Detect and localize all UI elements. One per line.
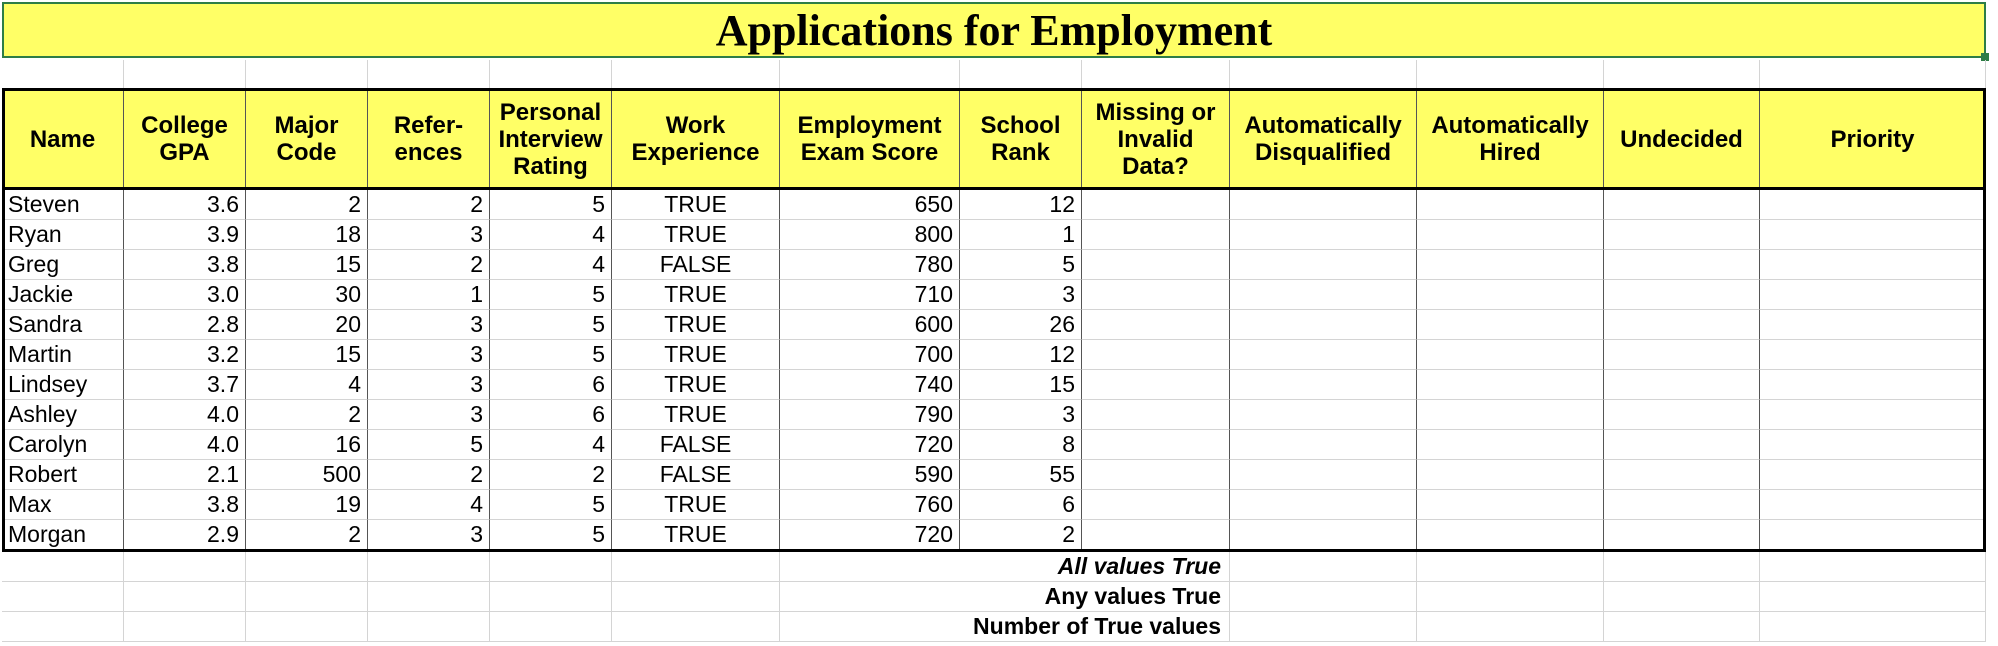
- empty-cell[interactable]: [368, 612, 490, 642]
- table-cell[interactable]: 6: [490, 400, 612, 430]
- empty-cell[interactable]: [1760, 582, 1986, 612]
- table-cell[interactable]: 30: [246, 280, 368, 310]
- table-cell[interactable]: 790: [780, 400, 960, 430]
- table-cell[interactable]: 590: [780, 460, 960, 490]
- table-cell[interactable]: 12: [960, 190, 1082, 220]
- table-cell[interactable]: 760: [780, 490, 960, 520]
- empty-cell[interactable]: [1082, 490, 1230, 520]
- table-cell[interactable]: 5: [490, 490, 612, 520]
- table-cell[interactable]: 800: [780, 220, 960, 250]
- empty-cell[interactable]: [1417, 430, 1604, 460]
- table-cell[interactable]: 6: [960, 490, 1082, 520]
- table-cell[interactable]: 3.0: [124, 280, 246, 310]
- table-cell[interactable]: TRUE: [612, 490, 780, 520]
- table-cell[interactable]: 3: [368, 370, 490, 400]
- header-auto-hired[interactable]: Automatically Hired: [1417, 90, 1604, 188]
- empty-cell[interactable]: [368, 552, 490, 582]
- empty-cell[interactable]: [1604, 400, 1760, 430]
- header-interview-rating[interactable]: Personal Interview Rating: [490, 90, 612, 188]
- empty-cell[interactable]: [1417, 460, 1604, 490]
- table-cell[interactable]: 3.9: [124, 220, 246, 250]
- empty-cell[interactable]: [612, 612, 780, 642]
- empty-cell[interactable]: [246, 612, 368, 642]
- table-cell[interactable]: FALSE: [612, 430, 780, 460]
- empty-cell[interactable]: [1417, 280, 1604, 310]
- empty-cell[interactable]: [1417, 520, 1604, 550]
- table-cell[interactable]: 4: [490, 430, 612, 460]
- empty-cell[interactable]: [1082, 190, 1230, 220]
- table-cell[interactable]: Robert: [2, 460, 124, 490]
- table-cell[interactable]: 19: [246, 490, 368, 520]
- empty-cell[interactable]: [1604, 60, 1760, 90]
- empty-cell[interactable]: [960, 60, 1082, 90]
- table-cell[interactable]: 2: [368, 190, 490, 220]
- empty-cell[interactable]: [612, 552, 780, 582]
- empty-cell[interactable]: [2, 582, 124, 612]
- table-cell[interactable]: 600: [780, 310, 960, 340]
- table-cell[interactable]: 5: [490, 310, 612, 340]
- table-cell[interactable]: 4: [368, 490, 490, 520]
- table-cell[interactable]: 2.1: [124, 460, 246, 490]
- table-cell[interactable]: Greg: [2, 250, 124, 280]
- empty-cell[interactable]: [1760, 460, 1986, 490]
- empty-cell[interactable]: [1230, 370, 1417, 400]
- empty-cell[interactable]: [1604, 520, 1760, 550]
- table-cell[interactable]: 5: [368, 430, 490, 460]
- header-work-experience[interactable]: Work Experience: [612, 90, 780, 188]
- empty-cell[interactable]: [1604, 220, 1760, 250]
- table-cell[interactable]: TRUE: [612, 400, 780, 430]
- table-cell[interactable]: Ashley: [2, 400, 124, 430]
- empty-cell[interactable]: [1417, 340, 1604, 370]
- empty-cell[interactable]: [246, 582, 368, 612]
- empty-cell[interactable]: [1760, 520, 1986, 550]
- empty-cell[interactable]: [612, 60, 780, 90]
- table-cell[interactable]: 780: [780, 250, 960, 280]
- empty-cell[interactable]: [490, 612, 612, 642]
- empty-cell[interactable]: [124, 552, 246, 582]
- empty-cell[interactable]: [2, 60, 124, 90]
- table-cell[interactable]: 5: [960, 250, 1082, 280]
- table-cell[interactable]: TRUE: [612, 280, 780, 310]
- summary-label: Any values True: [780, 582, 1230, 612]
- empty-cell[interactable]: [1082, 220, 1230, 250]
- empty-cell[interactable]: [1417, 250, 1604, 280]
- empty-cell[interactable]: [1604, 250, 1760, 280]
- header-auto-disqualified[interactable]: Automatically Disqualified: [1230, 90, 1417, 188]
- sheet-title: Applications for Employment: [715, 5, 1273, 55]
- empty-cell[interactable]: [1230, 250, 1417, 280]
- empty-cell[interactable]: [1417, 490, 1604, 520]
- table-cell[interactable]: TRUE: [612, 520, 780, 550]
- empty-cell[interactable]: [1230, 310, 1417, 340]
- table-cell[interactable]: 710: [780, 280, 960, 310]
- table-cell[interactable]: 4: [246, 370, 368, 400]
- empty-cell[interactable]: [1082, 250, 1230, 280]
- empty-cell[interactable]: [1760, 190, 1986, 220]
- empty-cell[interactable]: [1082, 60, 1230, 90]
- empty-cell[interactable]: [1417, 60, 1604, 90]
- table-cell[interactable]: 2: [246, 190, 368, 220]
- empty-cell[interactable]: [1230, 340, 1417, 370]
- table-cell[interactable]: 3: [368, 310, 490, 340]
- empty-cell[interactable]: [1082, 520, 1230, 550]
- table-cell[interactable]: 55: [960, 460, 1082, 490]
- empty-cell[interactable]: [1230, 190, 1417, 220]
- table-cell[interactable]: Steven: [2, 190, 124, 220]
- empty-cell[interactable]: [1082, 310, 1230, 340]
- table-cell[interactable]: 8: [960, 430, 1082, 460]
- table-cell[interactable]: Martin: [2, 340, 124, 370]
- empty-cell[interactable]: [1760, 250, 1986, 280]
- header-references[interactable]: Refer-ences: [368, 90, 490, 188]
- table-cell[interactable]: 2.9: [124, 520, 246, 550]
- table-cell[interactable]: 3: [960, 280, 1082, 310]
- table-cell[interactable]: 18: [246, 220, 368, 250]
- table-cell[interactable]: 3.7: [124, 370, 246, 400]
- empty-cell[interactable]: [368, 60, 490, 90]
- empty-cell[interactable]: [1082, 460, 1230, 490]
- empty-cell[interactable]: [1230, 220, 1417, 250]
- table-cell[interactable]: 16: [246, 430, 368, 460]
- table-cell[interactable]: 26: [960, 310, 1082, 340]
- table-cell[interactable]: 2: [490, 460, 612, 490]
- header-name[interactable]: Name: [2, 90, 124, 188]
- table-cell[interactable]: Ryan: [2, 220, 124, 250]
- table-cell[interactable]: 3: [368, 520, 490, 550]
- table-cell[interactable]: FALSE: [612, 460, 780, 490]
- empty-cell[interactable]: [1417, 582, 1604, 612]
- empty-cell[interactable]: [1604, 190, 1760, 220]
- header-priority[interactable]: Priority: [1760, 90, 1986, 188]
- header-school-rank[interactable]: School Rank: [960, 90, 1082, 188]
- table-cell[interactable]: 3.6: [124, 190, 246, 220]
- table-cell[interactable]: 4.0: [124, 430, 246, 460]
- table-cell[interactable]: Carolyn: [2, 430, 124, 460]
- empty-cell[interactable]: [1230, 612, 1417, 642]
- empty-cell[interactable]: [246, 552, 368, 582]
- empty-cell[interactable]: [1760, 280, 1986, 310]
- empty-cell[interactable]: [1760, 220, 1986, 250]
- empty-cell[interactable]: [1230, 552, 1417, 582]
- table-cell[interactable]: FALSE: [612, 250, 780, 280]
- table-cell[interactable]: TRUE: [612, 340, 780, 370]
- table-cell[interactable]: 15: [960, 370, 1082, 400]
- table-cell[interactable]: 3: [960, 400, 1082, 430]
- table-cell[interactable]: 2: [246, 400, 368, 430]
- table-cell[interactable]: 4.0: [124, 400, 246, 430]
- table-cell[interactable]: TRUE: [612, 370, 780, 400]
- empty-cell[interactable]: [1230, 490, 1417, 520]
- empty-cell[interactable]: [1604, 370, 1760, 400]
- table-cell[interactable]: 15: [246, 340, 368, 370]
- table-cell[interactable]: 2: [368, 460, 490, 490]
- table-cell[interactable]: 3.2: [124, 340, 246, 370]
- table-cell[interactable]: 3: [368, 340, 490, 370]
- table-cell[interactable]: Sandra: [2, 310, 124, 340]
- empty-cell[interactable]: [1417, 612, 1604, 642]
- header-missing-invalid[interactable]: Missing or Invalid Data?: [1082, 90, 1230, 188]
- empty-cell[interactable]: [490, 60, 612, 90]
- table-border-left: [2, 88, 5, 550]
- empty-cell[interactable]: [1082, 400, 1230, 430]
- table-cell[interactable]: 700: [780, 340, 960, 370]
- empty-cell[interactable]: [1230, 430, 1417, 460]
- table-cell[interactable]: 5: [490, 280, 612, 310]
- table-cell[interactable]: 650: [780, 190, 960, 220]
- table-cell[interactable]: 500: [246, 460, 368, 490]
- table-cell[interactable]: 740: [780, 370, 960, 400]
- table-cell[interactable]: TRUE: [612, 310, 780, 340]
- table-cell[interactable]: 720: [780, 520, 960, 550]
- table-cell[interactable]: 4: [490, 250, 612, 280]
- table-cell[interactable]: 5: [490, 190, 612, 220]
- empty-cell[interactable]: [1760, 430, 1986, 460]
- table-cell[interactable]: 1: [960, 220, 1082, 250]
- empty-cell[interactable]: [490, 582, 612, 612]
- table-cell[interactable]: Morgan: [2, 520, 124, 550]
- table-cell[interactable]: 3.8: [124, 250, 246, 280]
- empty-cell[interactable]: [1760, 490, 1986, 520]
- empty-cell[interactable]: [1604, 280, 1760, 310]
- table-cell[interactable]: 2.8: [124, 310, 246, 340]
- empty-cell[interactable]: [1604, 552, 1760, 582]
- table-cell[interactable]: 3.8: [124, 490, 246, 520]
- empty-cell[interactable]: [1760, 60, 1986, 90]
- empty-cell[interactable]: [1604, 310, 1760, 340]
- header-major-code[interactable]: Major Code: [246, 90, 368, 188]
- empty-cell[interactable]: [124, 60, 246, 90]
- table-cell[interactable]: TRUE: [612, 190, 780, 220]
- empty-cell[interactable]: [1760, 552, 1986, 582]
- empty-cell[interactable]: [1604, 430, 1760, 460]
- empty-cell[interactable]: [1417, 400, 1604, 430]
- empty-cell[interactable]: [1230, 400, 1417, 430]
- empty-cell[interactable]: [490, 552, 612, 582]
- table-cell[interactable]: 720: [780, 430, 960, 460]
- table-cell[interactable]: TRUE: [612, 220, 780, 250]
- empty-cell[interactable]: [1604, 490, 1760, 520]
- empty-cell[interactable]: [1082, 280, 1230, 310]
- empty-cell[interactable]: [1417, 310, 1604, 340]
- empty-cell[interactable]: [1604, 612, 1760, 642]
- empty-cell[interactable]: [368, 582, 490, 612]
- table-cell[interactable]: 3: [368, 400, 490, 430]
- empty-cell[interactable]: [612, 582, 780, 612]
- table-cell[interactable]: 2: [368, 250, 490, 280]
- table-cell[interactable]: 2: [246, 520, 368, 550]
- empty-cell[interactable]: [1760, 612, 1986, 642]
- table-cell[interactable]: Jackie: [2, 280, 124, 310]
- empty-cell[interactable]: [1230, 520, 1417, 550]
- header-college-gpa[interactable]: College GPA: [124, 90, 246, 188]
- table-cell[interactable]: 5: [490, 340, 612, 370]
- empty-cell[interactable]: [1760, 400, 1986, 430]
- empty-cell[interactable]: [124, 582, 246, 612]
- table-cell[interactable]: 3: [368, 220, 490, 250]
- empty-cell[interactable]: [1230, 60, 1417, 90]
- empty-cell[interactable]: [1760, 340, 1986, 370]
- empty-cell[interactable]: [780, 60, 960, 90]
- empty-cell[interactable]: [2, 552, 124, 582]
- table-border-right: [1983, 88, 1986, 550]
- empty-cell[interactable]: [1604, 582, 1760, 612]
- empty-cell[interactable]: [1417, 552, 1604, 582]
- summary-label: All values True: [780, 552, 1230, 582]
- empty-cell[interactable]: [1604, 340, 1760, 370]
- empty-cell[interactable]: [1417, 370, 1604, 400]
- summary-label: Number of True values: [780, 612, 1230, 642]
- empty-cell[interactable]: [1760, 370, 1986, 400]
- empty-cell[interactable]: [1230, 280, 1417, 310]
- empty-cell[interactable]: [1230, 582, 1417, 612]
- empty-cell[interactable]: [1417, 190, 1604, 220]
- table-cell[interactable]: 20: [246, 310, 368, 340]
- empty-cell[interactable]: [124, 612, 246, 642]
- header-exam-score[interactable]: Employment Exam Score: [780, 90, 960, 188]
- table-cell[interactable]: Max: [2, 490, 124, 520]
- table-cell[interactable]: 4: [490, 220, 612, 250]
- empty-cell[interactable]: [1082, 430, 1230, 460]
- table-cell[interactable]: 6: [490, 370, 612, 400]
- table-cell[interactable]: 5: [490, 520, 612, 550]
- table-cell[interactable]: 12: [960, 340, 1082, 370]
- table-border-top: [2, 88, 1986, 91]
- empty-cell[interactable]: [1417, 220, 1604, 250]
- header-border-bottom: [2, 187, 1986, 190]
- empty-cell[interactable]: [2, 612, 124, 642]
- table-cell[interactable]: 2: [960, 520, 1082, 550]
- empty-cell[interactable]: [1604, 460, 1760, 490]
- table-cell[interactable]: Lindsey: [2, 370, 124, 400]
- table-cell[interactable]: 15: [246, 250, 368, 280]
- header-undecided[interactable]: Undecided: [1604, 90, 1760, 188]
- title-cell[interactable]: [2, 2, 1986, 58]
- empty-cell[interactable]: [1760, 310, 1986, 340]
- empty-cell[interactable]: [1230, 460, 1417, 490]
- empty-cell[interactable]: [1082, 340, 1230, 370]
- empty-cell[interactable]: [246, 60, 368, 90]
- empty-cell[interactable]: [1082, 370, 1230, 400]
- table-border-bottom: [2, 549, 1986, 552]
- table-cell[interactable]: 1: [368, 280, 490, 310]
